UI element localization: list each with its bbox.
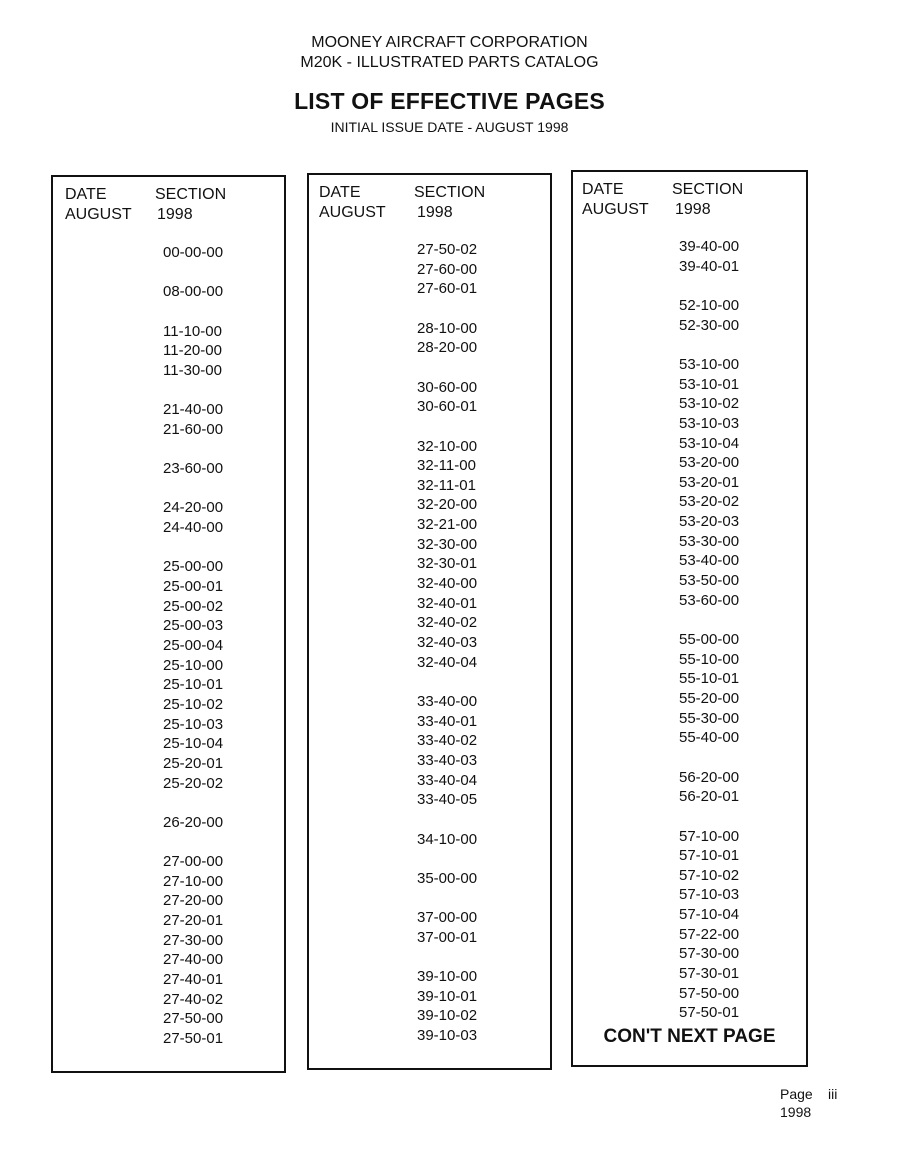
date-label: DATE: [319, 184, 361, 201]
date-year: 1998: [675, 201, 711, 218]
section-entry: 08-00-00: [163, 283, 224, 301]
section-entry: 32-30-01: [417, 555, 478, 573]
column-3: [571, 170, 808, 1067]
section-entry: 39-10-02: [417, 1007, 478, 1025]
section-entry: 25-10-00: [163, 656, 224, 674]
date-year: 1998: [417, 204, 453, 221]
company-name: MOONEY AIRCRAFT CORPORATION: [311, 34, 588, 51]
section-entry: 57-10-03: [679, 886, 740, 904]
section-entry: 27-10-00: [163, 872, 224, 890]
section-entry: 39-10-03: [417, 1027, 478, 1044]
section-entry: 33-40-02: [417, 732, 478, 750]
section-entry: 25-10-04: [163, 735, 224, 753]
section-entry: 32-30-00: [417, 535, 478, 553]
section-entry: 57-10-01: [679, 847, 740, 865]
section-entry: 39-40-01: [679, 257, 740, 275]
section-entry: 53-20-01: [679, 473, 740, 491]
section-entry: 55-00-00: [679, 631, 740, 648]
section-entry: 25-00-01: [163, 578, 224, 595]
section-entry: 53-30-00: [679, 532, 740, 550]
section-entry: 32-21-00: [417, 516, 478, 534]
section-entry: 55-10-00: [679, 650, 740, 668]
section-entry: 53-60-00: [679, 591, 740, 609]
footer-page-label: Page: [780, 1086, 813, 1102]
section-entry: 32-40-02: [417, 614, 478, 632]
section-entry: 53-50-00: [679, 572, 740, 589]
section-entry: 33-40-05: [417, 791, 478, 809]
section-label: SECTION: [414, 184, 486, 201]
section-entry: 24-40-00: [163, 519, 224, 537]
section-entry: 37-00-00: [417, 909, 478, 927]
section-entry: 53-10-04: [679, 434, 740, 452]
section-entry: 32-40-01: [417, 594, 478, 612]
date-month: AUGUST: [582, 201, 649, 218]
column-2: [307, 173, 552, 1070]
date-month: AUGUST: [65, 206, 132, 223]
section-entry: 33-40-04: [417, 771, 478, 789]
section-entry: 27-20-00: [163, 892, 224, 910]
section-entry: 25-10-02: [163, 696, 224, 713]
section-entry: 32-40-04: [417, 653, 478, 671]
page-title: LIST OF EFFECTIVE PAGES: [294, 88, 605, 114]
section-entry: 21-40-00: [163, 401, 224, 419]
continued-note: CON'T NEXT PAGE: [603, 1026, 776, 1047]
section-entry: 33-40-03: [417, 751, 478, 769]
section-entry: 57-50-00: [679, 984, 740, 1002]
section-entry: 27-30-00: [163, 931, 224, 949]
section-list: [573, 172, 806, 1065]
section-list: [309, 175, 550, 1068]
section-entry: 25-10-03: [163, 715, 224, 733]
section-entry: 25-00-00: [163, 558, 224, 576]
section-entry: 57-10-04: [679, 906, 740, 924]
catalog-title: M20K - ILLUSTRATED PARTS CATALOG: [300, 54, 599, 71]
section-entry: 30-60-01: [417, 398, 478, 416]
section-entry: 00-00-00: [163, 244, 224, 261]
section-label: SECTION: [155, 186, 227, 203]
section-entry: 25-00-02: [163, 597, 224, 615]
section-entry: 27-60-00: [417, 260, 478, 278]
section-entry: 27-50-02: [417, 241, 478, 258]
section-entry: 39-10-01: [417, 987, 478, 1005]
section-entry: 30-60-00: [417, 378, 478, 396]
date-label: DATE: [582, 181, 624, 198]
section-entry: 32-20-00: [417, 496, 478, 514]
section-entry: 57-22-00: [679, 925, 740, 943]
section-entry: 11-20-00: [163, 342, 222, 360]
section-entry: 53-10-03: [679, 414, 740, 432]
section-entry: 25-10-01: [163, 676, 224, 694]
section-entry: 55-40-00: [679, 729, 740, 747]
section-entry: 57-50-01: [679, 1004, 740, 1022]
section-entry: 27-40-02: [163, 990, 224, 1008]
date-label: DATE: [65, 186, 107, 203]
section-entry: 56-20-01: [679, 788, 740, 806]
section-entry: 57-10-00: [679, 827, 740, 845]
section-entry: 32-40-00: [417, 575, 478, 592]
section-entry: 25-00-03: [163, 617, 224, 635]
section-list: [53, 177, 284, 1071]
section-entry: 55-20-00: [679, 690, 740, 707]
issue-date: INITIAL ISSUE DATE - AUGUST 1998: [330, 119, 569, 135]
section-entry: 57-30-00: [679, 945, 740, 963]
section-entry: 52-10-00: [679, 296, 740, 314]
section-entry: 25-20-02: [163, 774, 224, 792]
section-entry: 53-20-02: [679, 493, 740, 511]
section-entry: 32-11-01: [417, 476, 476, 494]
section-entry: 57-10-02: [679, 866, 740, 884]
section-entry: 27-00-00: [163, 853, 224, 871]
date-year: 1998: [157, 206, 193, 223]
section-entry: 56-20-00: [679, 768, 740, 786]
section-entry: 27-20-01: [163, 912, 224, 930]
section-entry: 57-30-01: [679, 965, 740, 982]
section-entry: 23-60-00: [163, 460, 224, 478]
section-entry: 34-10-00: [417, 830, 478, 848]
section-entry: 25-00-04: [163, 637, 224, 654]
section-entry: 53-10-00: [679, 355, 740, 373]
section-entry: 11-10-00: [163, 322, 222, 340]
section-entry: 24-20-00: [163, 499, 224, 517]
section-entry: 27-60-01: [417, 280, 478, 298]
section-entry: 53-20-03: [679, 513, 740, 531]
section-entry: 21-60-00: [163, 420, 224, 438]
section-entry: 11-30-00: [163, 361, 222, 379]
section-entry: 26-20-00: [163, 813, 224, 831]
section-entry: 53-20-00: [679, 454, 740, 472]
section-entry: 32-11-00: [417, 457, 476, 475]
footer-page-number: iii: [828, 1086, 838, 1102]
section-entry: 55-30-00: [679, 709, 740, 727]
section-entry: 53-40-00: [679, 552, 740, 570]
section-entry: 27-50-01: [163, 1030, 224, 1047]
section-entry: 27-50-00: [163, 1010, 224, 1028]
section-entry: 27-40-01: [163, 971, 224, 988]
footer-year: 1998: [780, 1104, 812, 1120]
section-entry: 28-10-00: [417, 319, 478, 337]
section-entry: 39-10-00: [417, 968, 478, 985]
section-entry: 33-40-00: [417, 693, 478, 710]
section-entry: 53-10-01: [679, 375, 740, 393]
section-entry: 39-40-00: [679, 238, 740, 255]
section-entry: 35-00-00: [417, 869, 478, 887]
section-entry: 32-40-03: [417, 634, 478, 651]
section-entry: 53-10-02: [679, 395, 740, 413]
section-entry: 32-10-00: [417, 437, 478, 455]
date-month: AUGUST: [319, 204, 386, 221]
section-label: SECTION: [672, 181, 744, 198]
section-entry: 52-30-00: [679, 316, 740, 334]
section-entry: 27-40-00: [163, 951, 224, 969]
section-entry: 25-20-01: [163, 754, 224, 772]
section-entry: 55-10-01: [679, 670, 740, 688]
section-entry: 33-40-01: [417, 712, 478, 730]
section-entry: 37-00-01: [417, 928, 478, 946]
section-entry: 28-20-00: [417, 339, 478, 357]
column-1: [51, 175, 286, 1073]
